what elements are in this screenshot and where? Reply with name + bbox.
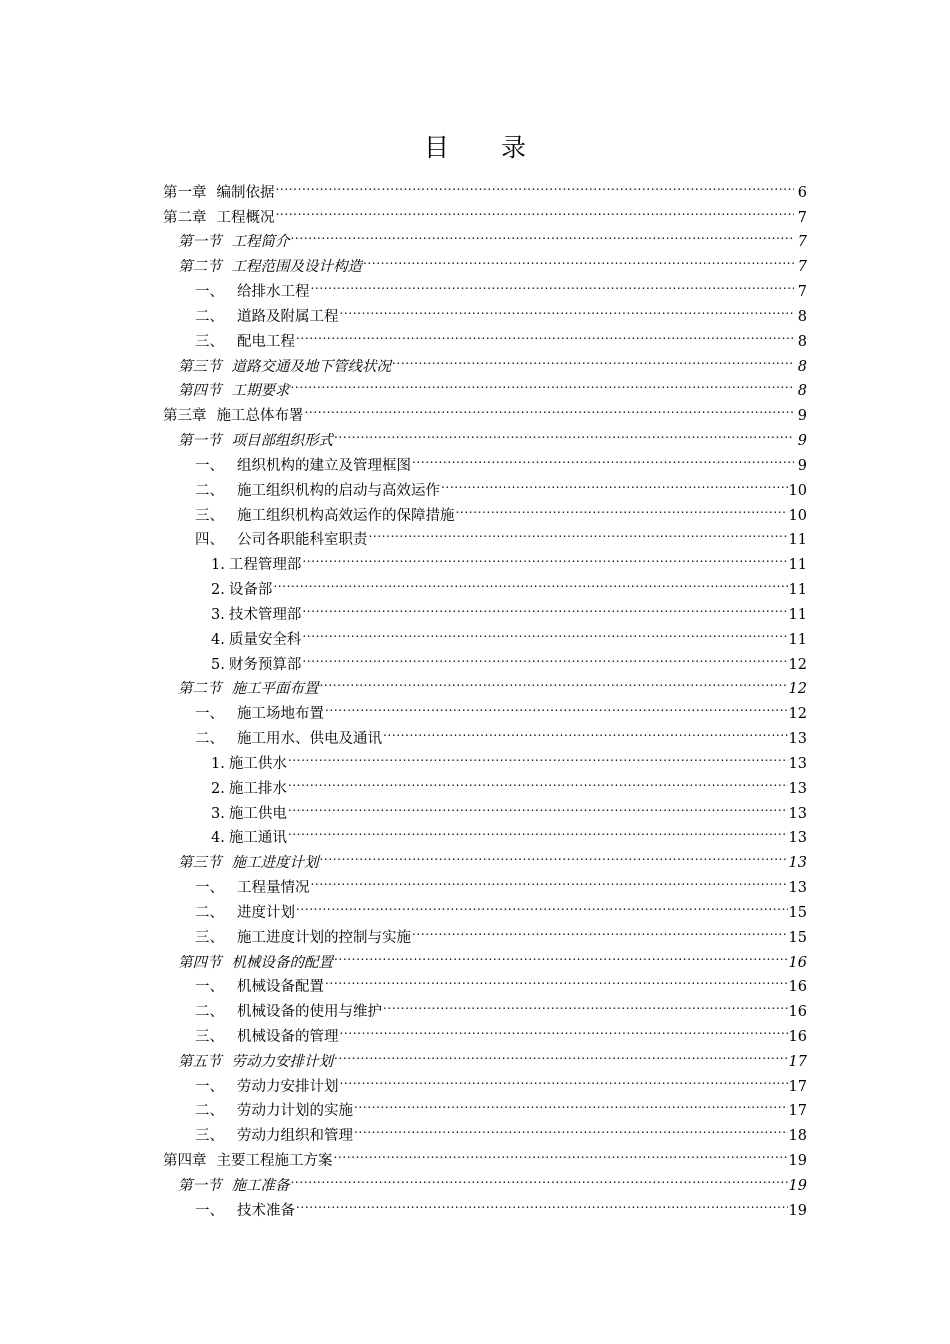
- toc-entry-number: 1.: [211, 557, 225, 574]
- toc-entry-title: 主要工程施工方案: [216, 1153, 333, 1170]
- toc-entry-title: 设备部: [228, 582, 273, 599]
- toc-entry-number: 二、: [195, 1004, 224, 1021]
- toc-entry-page: 7: [797, 284, 807, 301]
- toc-entry-page: 15: [788, 904, 807, 921]
- toc-entry-page: 16: [788, 954, 807, 971]
- dot-leader: [383, 991, 788, 1016]
- dot-leader: [302, 619, 787, 644]
- toc-entry-page: 9: [797, 408, 807, 425]
- toc-entry-page: 13: [788, 855, 807, 872]
- toc-entry-number: 第一章: [163, 184, 207, 201]
- dot-leader: [369, 520, 788, 545]
- toc-entry-number: 二、: [195, 482, 224, 499]
- toc-entry-number: 第二节: [178, 681, 222, 698]
- toc-entry-number: 第五节: [178, 1053, 222, 1070]
- toc-entry-number: 二、: [195, 1103, 224, 1120]
- dot-leader: [363, 246, 794, 271]
- dot-leader: [334, 1140, 788, 1165]
- toc-entry-page: 13: [788, 805, 807, 822]
- toc-entry-title: 财务预算部: [228, 656, 302, 673]
- toc-entry-title: 施工通讯: [228, 830, 287, 847]
- toc-entry-number: 二、: [195, 731, 224, 748]
- dot-leader: [302, 544, 787, 569]
- toc-entry-number: 一、: [195, 706, 224, 723]
- toc-entry-title: 施工平面布置: [231, 681, 319, 698]
- toc-entry-page: 16: [788, 1028, 807, 1045]
- dot-leader: [276, 172, 795, 197]
- toc-entry-title: 编制依据: [216, 184, 275, 201]
- dot-leader: [296, 321, 794, 346]
- table-of-contents: [163, 172, 807, 1219]
- dot-leader: [288, 793, 788, 818]
- toc-entry-title: 配电工程: [237, 333, 295, 350]
- toc-entry-title: 公司各职能科室职责: [237, 532, 368, 549]
- toc-entry-title: 施工用水、供电及通讯: [237, 731, 382, 748]
- toc-entry-number: 三、: [195, 333, 224, 350]
- toc-entry-number: 四、: [195, 532, 224, 549]
- toc-entry-number: 第四节: [178, 954, 222, 971]
- dot-leader: [334, 1041, 788, 1066]
- dot-leader: [288, 818, 788, 843]
- toc-entry-number: 三、: [195, 1128, 224, 1145]
- toc-entry-title: 道路交通及地下管线状况: [231, 358, 391, 375]
- toc-entry-page: 17: [788, 1078, 807, 1095]
- toc-entry-number: 第二节: [178, 259, 222, 276]
- toc-entry-number: 第一节: [178, 234, 222, 251]
- dot-leader: [302, 644, 787, 669]
- toc-entry-number: 2.: [211, 582, 225, 599]
- dot-leader: [291, 1165, 788, 1190]
- toc-entry[interactable]: [163, 172, 807, 201]
- dot-leader: [325, 693, 788, 718]
- toc-entry-page: 13: [788, 755, 807, 772]
- toc-entry-page: 9: [797, 433, 807, 450]
- toc-entry-title: 技术管理部: [228, 606, 302, 623]
- toc-entry-number: 三、: [195, 929, 224, 946]
- toc-entry-page: 6: [797, 184, 807, 201]
- toc-entry-number: 一、: [195, 880, 224, 897]
- toc-entry-title: 进度计划: [237, 904, 295, 921]
- toc-entry-title: 施工排水: [228, 780, 287, 797]
- dot-leader: [412, 445, 794, 470]
- toc-entry-page: 13: [788, 880, 807, 897]
- toc-entry-number: 三、: [195, 1028, 224, 1045]
- toc-entry-number: 1.: [211, 755, 225, 772]
- toc-entry-number: 3.: [211, 606, 225, 623]
- toc-entry-number: 第一节: [178, 1177, 222, 1194]
- dot-leader: [334, 942, 788, 967]
- toc-entry-title: 施工进度计划: [231, 855, 319, 872]
- toc-entry-page: 10: [788, 507, 807, 524]
- toc-entry-number: 二、: [195, 308, 224, 325]
- toc-entry-title: 工期要求: [231, 383, 290, 400]
- dot-leader: [412, 917, 788, 942]
- dot-leader: [296, 892, 788, 917]
- dot-leader: [291, 222, 795, 247]
- dot-leader: [288, 768, 788, 793]
- toc-entry-number: 第三节: [178, 855, 222, 872]
- dot-leader: [320, 669, 788, 694]
- toc-entry-title: 施工组织机构的启动与高效运作: [237, 482, 440, 499]
- toc-entry-number: 三、: [195, 507, 224, 524]
- toc-entry-number: 2.: [211, 780, 225, 797]
- toc-entry-number: 第四章: [163, 1153, 207, 1170]
- toc-entry-page: 16: [788, 1004, 807, 1021]
- toc-entry-title: 工程量情况: [237, 880, 310, 897]
- toc-entry-number: 第三节: [178, 358, 222, 375]
- toc-entry-page: 15: [788, 929, 807, 946]
- toc-entry-number: 一、: [195, 979, 224, 996]
- dot-leader: [441, 470, 788, 495]
- dot-leader: [334, 420, 794, 445]
- toc-entry-title: 工程范围及设计构造: [231, 259, 362, 276]
- toc-entry-page: 13: [788, 780, 807, 797]
- toc-entry-title: 施工场地布置: [237, 706, 324, 723]
- toc-entry-number: 第一节: [178, 433, 222, 450]
- toc-entry-title: 施工准备: [231, 1177, 290, 1194]
- dot-leader: [392, 346, 794, 371]
- dot-leader: [273, 569, 787, 594]
- toc-entry-title: 机械设备的管理: [237, 1028, 339, 1045]
- toc-entry-page: 12: [788, 706, 807, 723]
- dot-leader: [311, 271, 795, 296]
- toc-entry-number: 5.: [211, 656, 225, 673]
- toc-entry-number: 一、: [195, 1202, 224, 1219]
- toc-entry-title: 劳动力安排计划: [231, 1053, 333, 1070]
- toc-entry-page: 7: [797, 259, 807, 276]
- toc-entry-title: 施工供水: [228, 755, 287, 772]
- toc-entry-title: 工程概况: [216, 209, 275, 226]
- toc-entry-title: 技术准备: [237, 1202, 295, 1219]
- toc-entry-title: 给排水工程: [237, 284, 310, 301]
- toc-entry-title: 劳动力安排计划: [237, 1078, 339, 1095]
- toc-entry-title: 施工组织机构高效运作的保障措施: [237, 507, 455, 524]
- dot-leader: [340, 1016, 788, 1041]
- toc-entry-page: 8: [797, 383, 807, 400]
- dot-leader: [302, 594, 787, 619]
- toc-entry-title: 劳动力组织和管理: [237, 1128, 353, 1145]
- toc-entry-page: 16: [788, 979, 807, 996]
- toc-entry-title: 机械设备的使用与维护: [237, 1004, 382, 1021]
- toc-entry-number: 第二章: [163, 209, 207, 226]
- dot-leader: [340, 1066, 788, 1091]
- toc-entry-page: 7: [797, 209, 807, 226]
- dot-leader: [296, 1190, 788, 1215]
- toc-entry-page: 12: [788, 681, 807, 698]
- toc-entry-title: 质量安全科: [228, 631, 302, 648]
- toc-entry-page: 11: [788, 582, 807, 599]
- toc-entry-title: 施工供电: [228, 805, 287, 822]
- toc-entry-page: 17: [788, 1103, 807, 1120]
- toc-entry-title: 工程管理部: [228, 557, 302, 574]
- toc-entry-page: 11: [788, 631, 807, 648]
- toc-entry-number: 一、: [195, 457, 224, 474]
- toc-entry-number: 第四节: [178, 383, 222, 400]
- dot-leader: [276, 197, 795, 222]
- dot-leader: [311, 867, 788, 892]
- toc-entry-page: 11: [788, 532, 807, 549]
- toc-entry-page: 13: [788, 731, 807, 748]
- toc-entry-title: 项目部组织形式: [231, 433, 333, 450]
- toc-entry-page: 8: [797, 308, 807, 325]
- toc-entry-number: 一、: [195, 1078, 224, 1095]
- toc-entry-page: 8: [797, 358, 807, 375]
- toc-entry-page: 19: [788, 1202, 807, 1219]
- dot-leader: [291, 371, 795, 396]
- toc-title: 目 录: [424, 133, 548, 162]
- dot-leader: [325, 967, 788, 992]
- toc-entry-page: 19: [788, 1177, 807, 1194]
- toc-entry-title: 组织机构的建立及管理框图: [237, 457, 411, 474]
- toc-entry-number: 第三章: [163, 408, 207, 425]
- toc-entry-page: 7: [797, 234, 807, 251]
- dot-leader: [288, 743, 788, 768]
- toc-entry-number: 4.: [211, 631, 225, 648]
- toc-entry-title: 劳动力计划的实施: [237, 1103, 353, 1120]
- toc-entry-page: 13: [788, 830, 807, 847]
- toc-entry-page: 9: [797, 457, 807, 474]
- dot-leader: [305, 395, 795, 420]
- dot-leader: [320, 842, 788, 867]
- toc-entry-page: 11: [788, 606, 807, 623]
- toc-entry-title: 施工进度计划的控制与实施: [237, 929, 411, 946]
- toc-entry-page: 18: [788, 1128, 807, 1145]
- toc-entry-number: 3.: [211, 805, 225, 822]
- toc-entry-title: 道路及附属工程: [237, 308, 339, 325]
- toc-entry-page: 17: [788, 1053, 807, 1070]
- toc-entry-title: 机械设备配置: [237, 979, 324, 996]
- dot-leader: [456, 495, 788, 520]
- dot-leader: [354, 1115, 788, 1140]
- toc-entry-page: 11: [788, 557, 807, 574]
- toc-entry-title: 工程简介: [231, 234, 290, 251]
- toc-entry-page: 12: [788, 656, 807, 673]
- toc-entry-number: 4.: [211, 830, 225, 847]
- dot-leader: [383, 718, 788, 743]
- toc-entry-page: 10: [788, 482, 807, 499]
- toc-entry-page: 8: [797, 333, 807, 350]
- dot-leader: [340, 296, 795, 321]
- toc-entry-number: 二、: [195, 904, 224, 921]
- toc-entry-title: 机械设备的配置: [231, 954, 333, 971]
- toc-entry-title: 施工总体布署: [216, 408, 304, 425]
- dot-leader: [354, 1091, 788, 1116]
- toc-entry-page: 19: [788, 1153, 807, 1170]
- toc-entry-number: 一、: [195, 284, 224, 301]
